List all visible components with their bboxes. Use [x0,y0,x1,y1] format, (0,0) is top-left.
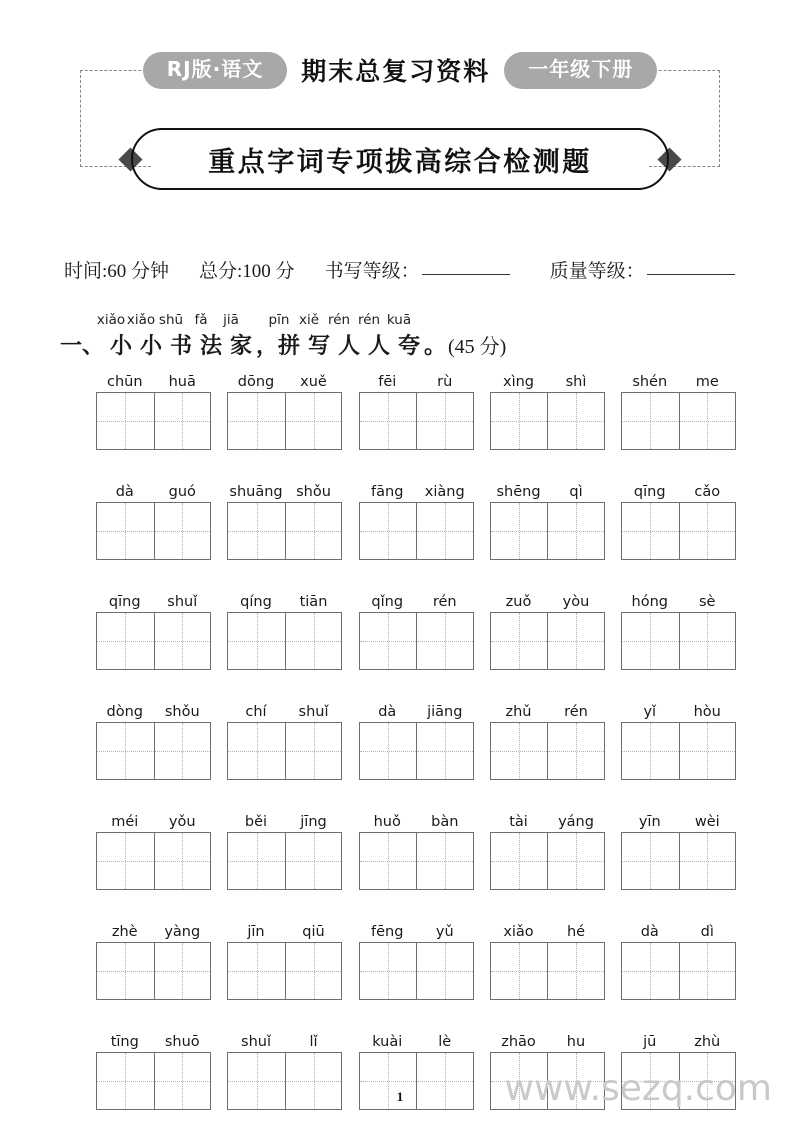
tianzige-cell[interactable] [360,833,417,889]
tianzige-cell[interactable] [416,503,473,559]
section-char-pinyin: xiǎo [96,312,126,328]
writing-grade-blank[interactable] [422,273,510,275]
syllable: chūn [106,374,143,390]
syllable: shuō [164,1034,200,1050]
tianzige-cell[interactable] [154,833,211,889]
syllable: jiāng [427,704,463,720]
syllable: jīng [300,814,327,830]
tianzige-cell[interactable] [491,503,548,559]
word-group [621,702,736,780]
word-pinyin [359,702,474,722]
syllable: guó [168,484,196,500]
tianzige-box[interactable] [490,502,605,560]
header-center-title: 期末总复习资料 [301,57,491,86]
tianzige-cell[interactable] [547,723,604,779]
syllable: shuǐ [241,1034,271,1050]
word-group [490,922,605,1000]
syllable: xiǎo [503,924,534,940]
tianzige-box[interactable] [359,722,474,780]
syllable: tiān [299,594,328,610]
section-char-pinyin: rén [327,312,351,328]
section-char-pinyin: jiā [223,312,239,328]
syllable: yáng [558,814,594,830]
word-pinyin [490,702,605,722]
tianzige-box[interactable] [96,612,211,670]
time-limit: 时间:60 分钟 [64,261,170,282]
word-group [96,702,211,780]
syllable: yǒu [168,814,196,830]
section-char: 法 [200,333,223,358]
syllable: lè [438,1034,452,1050]
word-group [621,922,736,1000]
word-pinyin [227,702,342,722]
tianzige-cell[interactable] [547,393,604,449]
word-pinyin [359,812,474,832]
syllable: dà [115,484,134,500]
writing-grid-row [96,592,736,670]
syllable: běi [244,814,268,830]
word-group [96,592,211,670]
tianzige-box[interactable] [227,722,342,780]
word-group [490,812,605,890]
section-heading-text [60,329,760,360]
page-title: 重点字词专项拔高综合检测题 [208,146,592,178]
word-pinyin [227,482,342,502]
tianzige-cell[interactable] [228,613,285,669]
word-group [621,372,736,450]
tianzige-box[interactable] [359,502,474,560]
tianzige-box[interactable] [359,612,474,670]
word-pinyin [96,812,211,832]
tianzige-box[interactable] [359,392,474,450]
writing-grade-label: 书写等级： [324,261,420,282]
word-pinyin [96,922,211,942]
tianzige-box[interactable] [359,942,474,1000]
main-title-capsule [131,128,669,190]
section-char: 家 [230,333,253,358]
writing-grid-row [96,482,736,560]
word-group [490,482,605,560]
tianzige-cell[interactable] [622,723,679,779]
total-score: 总分:100 分 [199,261,295,282]
syllable: wèi [694,814,720,830]
syllable: hóng [631,594,668,610]
syllable: shuǐ [298,704,329,720]
word-pinyin [621,372,736,392]
word-pinyin [359,592,474,612]
syllable: dì [700,924,714,940]
tianzige-cell[interactable] [228,503,285,559]
word-pinyin [621,702,736,722]
section-char: 夸 [398,333,421,358]
syllable: hé [566,924,586,940]
header-badge-row [0,48,800,92]
word-pinyin [227,1032,342,1052]
syllable: shǒu [164,704,200,720]
tianzige-box[interactable] [621,832,736,890]
tianzige-box[interactable] [621,502,736,560]
word-pinyin [490,1032,605,1052]
word-pinyin [490,372,605,392]
tianzige-cell[interactable] [154,613,211,669]
syllable: yǔ [435,924,454,940]
section-char-pinyin: xiǎo [126,312,156,328]
section-char: 小 [140,333,163,358]
syllable: rù [437,374,453,390]
tianzige-cell[interactable] [622,503,679,559]
tianzige-cell[interactable] [622,393,679,449]
section-char: 书 [170,333,193,358]
word-group [621,592,736,670]
tianzige-cell[interactable] [679,943,736,999]
syllable: shì [565,374,587,390]
tianzige-box[interactable] [96,722,211,780]
syllable: huǒ [373,814,401,830]
tianzige-cell[interactable] [547,943,604,999]
tianzige-cell[interactable] [491,833,548,889]
tianzige-cell[interactable] [416,613,473,669]
section-char-pinyin: xiě [298,312,320,328]
syllable: shén [632,374,668,390]
word-pinyin [359,1032,474,1052]
syllable: yòu [562,594,590,610]
tianzige-box[interactable] [359,832,474,890]
tianzige-cell[interactable] [360,723,417,779]
syllable: shuǐ [167,594,198,610]
syllable: dōng [237,374,275,390]
writing-grid-area [96,372,736,1142]
syllable: lǐ [309,1034,318,1050]
writing-grid-row [96,372,736,450]
tianzige-box[interactable] [96,392,211,450]
syllable: zhù [694,1034,721,1050]
tianzige-cell[interactable] [228,393,285,449]
tianzige-box[interactable] [227,612,342,670]
tianzige-cell[interactable] [97,393,154,449]
tianzige-box[interactable] [490,612,605,670]
syllable: qīng [633,484,666,500]
tianzige-cell[interactable] [679,393,736,449]
word-group [227,372,342,450]
tianzige-box[interactable] [227,392,342,450]
word-pinyin [621,592,736,612]
word-group [359,372,474,450]
writing-grid-row [96,702,736,780]
word-group [359,482,474,560]
tianzige-cell[interactable] [416,723,473,779]
tianzige-box[interactable] [96,832,211,890]
tianzige-cell[interactable] [285,613,342,669]
quality-grade-label: 质量等级： [549,261,645,282]
word-pinyin [96,372,211,392]
tianzige-cell[interactable] [416,833,473,889]
tianzige-cell[interactable] [491,613,548,669]
word-group [227,922,342,1000]
syllable: jū [643,1034,657,1050]
word-pinyin [96,702,211,722]
word-group [359,702,474,780]
word-pinyin [490,482,605,502]
syllable: tài [509,814,528,830]
tianzige-cell[interactable] [285,393,342,449]
section-char-pinyin: pīn [268,312,290,328]
word-pinyin [227,922,342,942]
syllable: yǐ [643,704,657,720]
tianzige-box[interactable] [96,502,211,560]
tianzige-cell[interactable] [154,723,211,779]
word-pinyin [621,922,736,942]
syllable: bàn [431,814,459,830]
badge-edition: RJ版·语文 [143,52,287,89]
syllable: hu [566,1034,586,1050]
word-pinyin [621,812,736,832]
section-score: (45 分) [448,336,507,358]
word-group [490,372,605,450]
syllable: fēi [378,374,397,390]
section-char-pinyin: fǎ [194,312,208,328]
page-number: 1 [396,1089,404,1104]
syllable: rén [432,594,457,610]
tianzige-cell[interactable] [547,613,604,669]
tianzige-box[interactable] [227,502,342,560]
tianzige-cell[interactable] [679,503,736,559]
tianzige-cell[interactable] [622,613,679,669]
tianzige-cell[interactable] [97,613,154,669]
syllable: xiàng [424,484,465,500]
tianzige-cell[interactable] [622,943,679,999]
section-char: 人 [368,333,391,358]
tianzige-cell[interactable] [97,503,154,559]
badge-grade: 一年级下册 [504,52,657,89]
tianzige-cell[interactable] [154,503,211,559]
tianzige-box[interactable] [621,942,736,1000]
quality-grade-blank[interactable] [647,273,735,275]
syllable: yàng [164,924,201,940]
tianzige-box[interactable] [490,942,605,1000]
tianzige-box[interactable] [227,942,342,1000]
syllable: qīng [108,594,141,610]
syllable: xuě [300,374,327,390]
section-char: 。 [424,333,447,358]
main-title-border [131,128,669,190]
word-pinyin [621,1032,736,1052]
word-group [621,812,736,890]
writing-grid-row [96,922,736,1000]
tianzige-cell[interactable] [622,833,679,889]
tianzige-cell[interactable] [97,943,154,999]
word-group [359,812,474,890]
section-char-pinyin: rén [357,312,381,328]
word-group [359,592,474,670]
syllable: shǒu [296,484,331,500]
tianzige-box[interactable] [621,612,736,670]
tianzige-cell[interactable] [154,393,211,449]
syllable: qíng [240,594,272,610]
section-char: 人 [338,333,361,358]
syllable: rén [564,704,588,720]
tianzige-cell[interactable] [491,943,548,999]
tianzige-cell[interactable] [285,723,342,779]
tianzige-cell[interactable] [285,833,342,889]
word-pinyin [359,482,474,502]
tianzige-cell[interactable] [285,503,342,559]
word-pinyin [96,1032,211,1052]
tianzige-cell[interactable] [491,723,548,779]
tianzige-cell[interactable] [285,943,342,999]
word-pinyin [621,482,736,502]
tianzige-cell[interactable] [228,943,285,999]
section-characters [106,329,447,360]
section-one-heading [60,308,760,360]
tianzige-cell[interactable] [360,943,417,999]
word-pinyin [359,372,474,392]
syllable: tīng [110,1034,139,1050]
tianzige-cell[interactable] [360,503,417,559]
word-group [227,812,342,890]
tianzige-cell[interactable] [416,393,473,449]
word-group [227,592,342,670]
syllable: zhè [111,924,138,940]
tianzige-cell[interactable] [97,833,154,889]
word-group [96,372,211,450]
tianzige-cell[interactable] [416,943,473,999]
section-char-pinyin: shū [158,312,184,328]
word-pinyin [490,592,605,612]
word-pinyin [227,592,342,612]
tianzige-box[interactable] [490,722,605,780]
word-group [96,922,211,1000]
word-pinyin [227,372,342,392]
syllable: fēng [371,924,404,940]
section-char: 小 [110,333,133,358]
tianzige-box[interactable] [227,832,342,890]
syllable: qǐng [371,594,404,610]
word-pinyin [490,922,605,942]
syllable: kuài [372,1034,403,1050]
syllable: me [695,374,719,390]
word-group [96,482,211,560]
section-char: ， [256,333,279,358]
tianzige-cell[interactable] [360,393,417,449]
word-group [490,702,605,780]
word-pinyin [96,592,211,612]
syllable: qì [569,484,583,500]
syllable: cǎo [694,484,721,500]
syllable: yīn [638,814,661,830]
syllable: zhǔ [505,704,532,720]
page-header [0,0,800,215]
tianzige-box[interactable] [621,722,736,780]
quality-grade-field [550,256,735,283]
tianzige-cell[interactable] [360,613,417,669]
word-group [490,592,605,670]
writing-grade-field [325,256,510,283]
word-pinyin [490,812,605,832]
syllable: chí [245,704,267,720]
syllable: zuǒ [505,594,532,610]
tianzige-cell[interactable] [154,943,211,999]
tianzige-cell[interactable] [228,723,285,779]
word-group [96,812,211,890]
tianzige-cell[interactable] [491,393,548,449]
tianzige-box[interactable] [490,832,605,890]
word-group [621,482,736,560]
word-pinyin [96,482,211,502]
tianzige-box[interactable] [621,392,736,450]
syllable: fāng [371,484,404,500]
syllable: zhāo [501,1034,536,1050]
writing-grid-row [96,812,736,890]
syllable: dà [640,924,659,940]
syllable: sè [699,594,716,610]
tianzige-cell[interactable] [547,503,604,559]
syllable: méi [111,814,139,830]
word-pinyin [227,812,342,832]
syllable: hòu [693,704,721,720]
tianzige-cell[interactable] [547,833,604,889]
tianzige-box[interactable] [96,942,211,1000]
site-watermark: www.sezq.com [504,1068,772,1109]
syllable: huā [168,374,196,390]
syllable: dòng [106,704,143,720]
section-char-pinyin: kuā [386,312,412,328]
section-char: 拼 [278,333,301,358]
syllable: shēng [496,484,541,500]
word-group [227,482,342,560]
syllable: qiū [302,924,325,940]
section-char: 写 [308,333,331,358]
tianzige-cell[interactable] [679,613,736,669]
word-pinyin [359,922,474,942]
tianzige-cell[interactable] [679,723,736,779]
exam-info-line [64,256,744,286]
tianzige-box[interactable] [490,392,605,450]
syllable: dà [378,704,397,720]
word-group [359,922,474,1000]
section-number: 一、 [60,333,105,358]
word-group [227,702,342,780]
tianzige-cell[interactable] [228,833,285,889]
section-heading-pinyin [60,308,760,328]
syllable: shuāng [229,484,283,500]
syllable: jīn [247,924,265,940]
tianzige-cell[interactable] [97,723,154,779]
syllable: xìng [502,374,534,390]
tianzige-cell[interactable] [679,833,736,889]
